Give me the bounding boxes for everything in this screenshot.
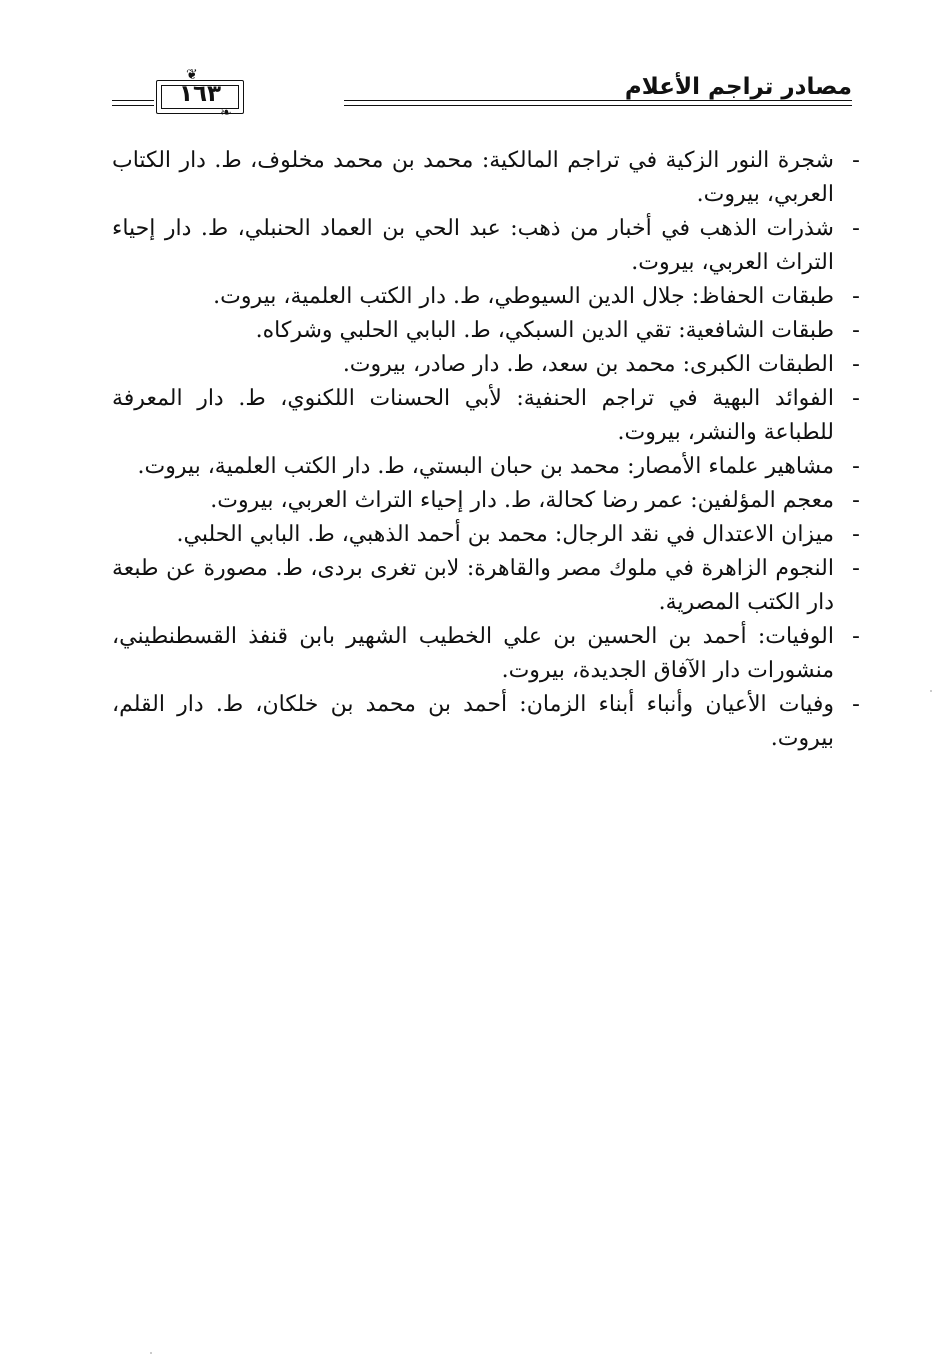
floral-ornament-icon: ❧ xyxy=(220,105,232,121)
bullet-dash: - xyxy=(852,488,860,513)
list-item xyxy=(112,620,860,688)
bullet-dash: - xyxy=(852,556,860,581)
bullet-dash: - xyxy=(852,318,860,343)
list-item xyxy=(112,552,860,620)
list-item xyxy=(112,450,860,484)
bibliography-list xyxy=(112,144,860,756)
entry-text: الفوائد البهية في تراجم الحنفية: لأبي الحسنات اللكنوي، ط. دار المعرفة للطباعة والنشر، بيروت. xyxy=(112,386,834,445)
bullet-dash: - xyxy=(852,386,860,411)
list-item xyxy=(112,484,860,518)
list-item xyxy=(112,280,860,314)
bullet-dash: - xyxy=(852,216,860,241)
scan-speck xyxy=(930,690,932,692)
entry-text: شذرات الذهب في أخبار من ذهب: عبد الحي بن العماد الحنبلي، ط. دار إحياء التراث العربي، بيروت. xyxy=(112,216,834,275)
header-rule-left-top xyxy=(112,100,154,101)
bullet-dash: - xyxy=(852,284,860,309)
entry-text: مشاهير علماء الأمصار: محمد بن حبان البستي، ط. دار الكتب العلمية، بيروت. xyxy=(137,454,834,479)
list-item xyxy=(112,144,860,212)
list-item xyxy=(112,314,860,348)
entry-text: ميزان الاعتدال في نقد الرجال: محمد بن أحمد الذهبي، ط. البابي الحلبي. xyxy=(176,522,834,547)
header-rule-bottom xyxy=(344,105,852,106)
list-item xyxy=(112,348,860,382)
page-number-badge xyxy=(156,67,346,121)
entry-text: شجرة النور الزكية في تراجم المالكية: محمد بن محمد مخلوف، ط. دار الكتاب العربي، بيروت. xyxy=(112,148,834,207)
floral-ornament-icon: ❦ xyxy=(186,67,198,83)
bullet-dash: - xyxy=(852,522,860,547)
list-item xyxy=(112,688,860,756)
entry-text: النجوم الزاهرة في ملوك مصر والقاهرة: لابن تغرى بردى، ط. مصورة عن طبعة دار الكتب المصرية. xyxy=(112,556,834,615)
header-rule-top xyxy=(344,100,852,101)
entry-text: وفيات الأعيان وأنباء أبناء الزمان: أحمد بن محمد بن خلكان، ط. دار القلم، بيروت. xyxy=(112,692,834,751)
entry-text: الوفيات: أحمد بن الحسين بن علي الخطيب الشهير بابن قنفذ القسطنطيني، منشورات دار الآفاق الجديدة، بيروت. xyxy=(112,624,834,683)
bullet-dash: - xyxy=(852,148,860,173)
list-item xyxy=(112,212,860,280)
list-item xyxy=(112,382,860,450)
bullet-dash: - xyxy=(852,624,860,649)
entry-text: الطبقات الكبرى: محمد بن سعد، ط. دار صادر، بيروت. xyxy=(342,352,834,377)
bullet-dash: - xyxy=(852,454,860,479)
running-title: مصادر تراجم الأعلام xyxy=(624,74,852,100)
page-number: ١٦٣ xyxy=(178,81,222,107)
header-rule-left-bottom xyxy=(112,105,154,106)
bullet-dash: - xyxy=(852,352,860,377)
entry-text: طبقات الحفاظ: جلال الدين السيوطي، ط. دار الكتب العلمية، بيروت. xyxy=(213,284,834,309)
bullet-dash: - xyxy=(852,692,860,717)
entry-text: معجم المؤلفين: عمر رضا كحالة، ط. دار إحياء التراث العربي، بيروت. xyxy=(210,488,834,513)
list-item xyxy=(112,518,860,552)
entry-text: طبقات الشافعية: تقي الدين السبكي، ط. البابي الحلبي وشركاه. xyxy=(255,318,834,343)
page-header xyxy=(112,67,852,126)
scan-speck xyxy=(150,1352,152,1354)
